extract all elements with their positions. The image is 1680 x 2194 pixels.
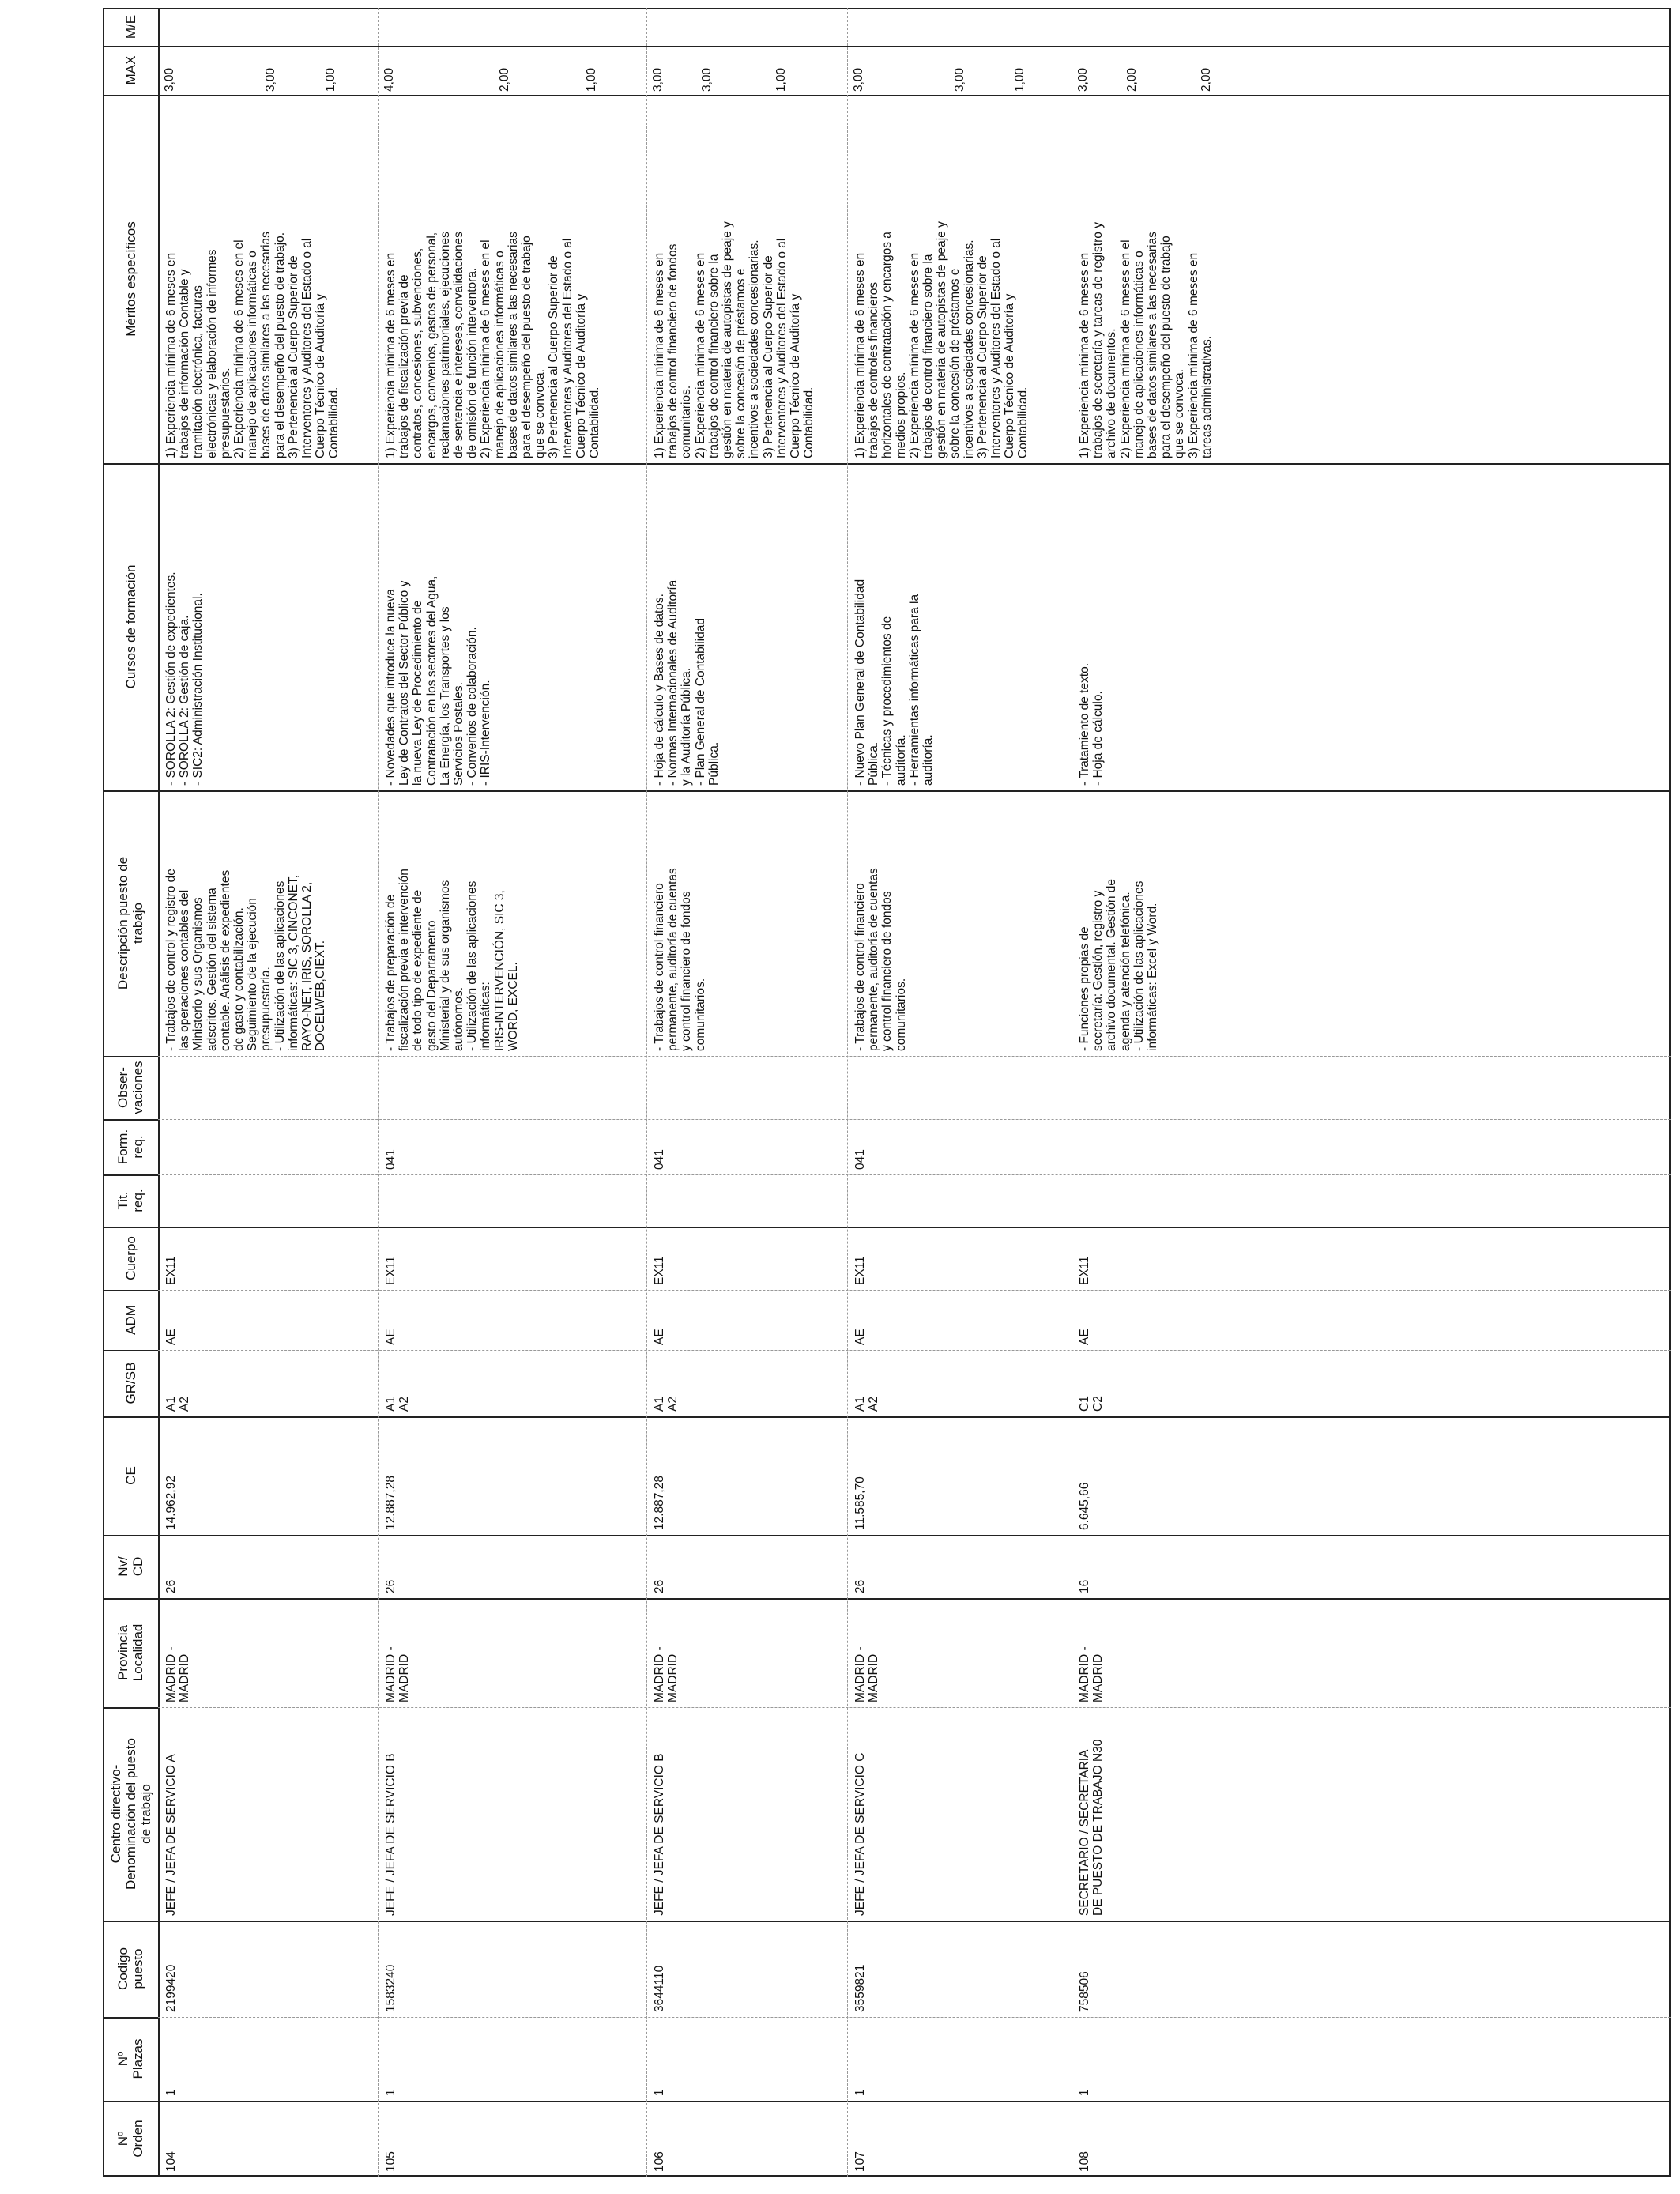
cell-meritos: 1) Experiencia mínima de 6 meses en trabajos de controles financieros horizontales de contratación y encargos a medios propios. 2) Experiencia mínima de 6 meses en trabajos de control financiero sobre la gestión en materia de autopistas de peaje y sobre la concesión de préstamos e incentivos a sociedades concesionarias. 3) Pertenencia al Cuerpo Superior de Interventores y Auditores del Estado o al Cuerpo Técnico de Auditoría y Contabilidad. <box>853 221 1030 458</box>
header-cursos: Cursos de formación <box>122 564 138 689</box>
cell-orden: 104 <box>164 2151 178 2172</box>
cell-titulacion <box>1075 1174 1667 1227</box>
cell-centro: SECRETARIO / SECRETARIA DE PUESTO DE TRABAJO N30 <box>1078 1739 1106 1916</box>
max-value: 2,00 <box>1125 67 1139 92</box>
cell-centro: JEFE / JEFA DE SERVICIO B <box>384 1753 397 1916</box>
cell-observaciones <box>650 1056 844 1119</box>
header-max: MAX <box>122 55 138 85</box>
cell-cursos: - Nuevo Plan General de Contabilidad Pública. - Técnicas y procedimientos de auditoría. - Herramientas informáticas para la auditoría. <box>853 579 936 786</box>
header-formacion-req: Form. req. <box>115 1129 145 1165</box>
max-value: 3,00 <box>651 67 665 92</box>
cell-cuerpo: EX11 <box>1078 1256 1091 1285</box>
cell-centro: JEFE / JEFA DE SERVICIO A <box>164 1754 178 1916</box>
cell-provincia: MADRID - MADRID <box>384 1646 412 1702</box>
cell-cuerpo: EX11 <box>853 1256 867 1285</box>
row-border <box>646 8 647 2177</box>
cell-codigo: 1583240 <box>384 1964 397 2012</box>
cell-provincia: MADRID - MADRID <box>164 1646 192 1702</box>
cell-cursos: - Tratamiento de texto. - Hoja de cálculo. <box>1078 662 1106 786</box>
cell-grupo: A1 A2 <box>853 1397 881 1412</box>
cell-formacion-req <box>1075 1119 1667 1174</box>
cell-grupo: A1 A2 <box>653 1397 680 1412</box>
cell-observaciones <box>381 1056 643 1119</box>
cell-cuerpo: EX11 <box>653 1256 666 1285</box>
cell-titulacion <box>650 1174 844 1227</box>
cell-codigo: 3644110 <box>653 1965 666 2012</box>
max-value: 3,00 <box>1076 67 1090 92</box>
cell-nivel: 16 <box>1078 1579 1091 1593</box>
max-value: 3,00 <box>700 67 714 92</box>
cell-meritos: 1) Experiencia mínima de 6 meses en trabajos de control financiero de fondos comunitarios. 2) Experiencia mínima de 6 meses en trabajos de control financiero sobre la gestión en materia de autopistas de peaje y sobre la concesión de préstamos e incentivos a sociedades concesionarias. 3) Pertenencia al Cuerpo Superior de Interventores y Auditores del Estado o al Cuerpo Técnico de Auditoría y Contabilidad. <box>653 221 816 458</box>
cell-descripcion: - Trabajos de control financiero permanente, auditoría de cuentas y control financiero de fondos comunitarios. <box>853 868 908 1051</box>
cell-ce: 11.585,70 <box>853 1476 867 1530</box>
cell-provincia: MADRID - MADRID <box>653 1646 680 1702</box>
cell-ce: 12.887,28 <box>653 1476 666 1530</box>
cell-grupo: A1 A2 <box>164 1397 192 1412</box>
cell-orden: 108 <box>1078 2151 1091 2172</box>
cell-codigo: 758506 <box>1078 1971 1091 2012</box>
cell-codigo: 2199420 <box>164 1964 178 2012</box>
cell-provincia: MADRID - MADRID <box>853 1646 881 1702</box>
header-me: M/E <box>122 14 138 40</box>
cell-orden: 106 <box>653 2151 666 2172</box>
header-orden: Nº Orden <box>115 2120 145 2158</box>
cell-descripcion: - Funciones propias de secretaría: Gestión, registro y archivo documental. Gestión de agenda y atención telefónica. - Utilización de las aplicaciones informáticas: Excel y Word. <box>1078 879 1160 1051</box>
cell-grupo: A1 A2 <box>384 1397 412 1412</box>
header-adm: ADM <box>122 1305 138 1335</box>
cell-observaciones <box>850 1056 1068 1119</box>
header-centro: Centro directivo- Denominación del puesto de trabajo <box>107 1738 153 1890</box>
cell-formacion-req: 041 <box>384 1149 397 1170</box>
cell-nivel: 26 <box>653 1579 666 1593</box>
header-plazas: Nº Plazas <box>115 2038 145 2079</box>
max-value: 2,00 <box>1200 67 1213 92</box>
max-value: 4,00 <box>382 67 396 92</box>
cell-nivel: 26 <box>164 1579 178 1593</box>
cell-adm: AE <box>1078 1329 1091 1345</box>
cell-cursos: - Novedades que introduce la nueva Ley de Contratos del Sector Público y la nueva Ley de Procedimiento de Contratación en los sectores del Agua, La Energía, los Transportes y los Servicios Postales. - Convenios de colaboración. - IRIS-Intervención. <box>384 575 493 786</box>
max-value: 1,00 <box>324 67 337 92</box>
header-descripcion: Descripción puesto de trabajo <box>115 856 145 990</box>
max-value: 3,00 <box>264 67 277 92</box>
cell-cuerpo: EX11 <box>164 1256 178 1285</box>
cell-descripcion: - Trabajos de control financiero permanente, auditoría de cuentas y control financiero de fondos comunitarios. <box>653 868 707 1051</box>
max-value: 1,00 <box>585 67 598 92</box>
cell-orden: 105 <box>384 2151 397 2172</box>
header-observaciones: Obser- vaciones <box>115 1061 145 1114</box>
cell-meritos: 1) Experiencia mínima de 6 meses en trabajos de fiscalización previa de contratos, concesiones, subvenciones, encargos, convenios, gastos de personal, reclamaciones patrimoniales, ejecuciones de sentencia e intereses, convalidaciones de omisión de función interventora. 2) Experiencia mínima de 6 meses en el manejo de aplicaciones informáticas o bases de datos similares a las necesarias para el desempeño del puesto de trabajo que se convoca. 3) Pertenencia al Cuerpo Superior de Interventores y Auditores del Estado o al Cuerpo Técnico de Auditoría y Contabilidad. <box>384 232 602 458</box>
header-ce: CE <box>122 1466 138 1485</box>
cell-observaciones <box>1075 1056 1667 1119</box>
cell-formacion-req: 041 <box>853 1149 867 1170</box>
cell-titulacion <box>381 1174 643 1227</box>
cell-plazas: 1 <box>1078 2089 1091 2096</box>
cell-adm: AE <box>384 1329 397 1345</box>
cell-grupo: C1 C2 <box>1078 1396 1106 1412</box>
cell-provincia: MADRID - MADRID <box>1078 1646 1106 1702</box>
header-nivel: Nv/ CD <box>115 1556 145 1577</box>
cell-formacion-req <box>161 1119 375 1174</box>
cell-plazas: 1 <box>164 2089 178 2096</box>
header-grupo: GR/SB <box>122 1362 138 1404</box>
cell-titulacion <box>850 1174 1068 1227</box>
max-value: 3,00 <box>953 67 966 92</box>
cell-titulacion <box>161 1174 375 1227</box>
max-value: 1,00 <box>774 67 788 92</box>
cell-ce: 6.645,66 <box>1078 1482 1091 1530</box>
max-value: 3,00 <box>163 67 176 92</box>
cell-centro: JEFE / JEFA DE SERVICIO C <box>853 1752 867 1916</box>
cell-centro: JEFE / JEFA DE SERVICIO B <box>653 1753 666 1916</box>
cell-plazas: 1 <box>384 2089 397 2096</box>
cell-cuerpo: EX11 <box>384 1256 397 1285</box>
header-titulacion: Tit. req. <box>115 1189 145 1212</box>
cell-cursos: - Hoja de cálculo y Bases de datos. - Normas Internacionales de Auditoría y la Auditoría Pública. - Plan General de Contabilidad Pública. <box>653 579 721 786</box>
cell-orden: 107 <box>853 2151 867 2172</box>
header-provincia: Provincia Localidad <box>115 1623 145 1682</box>
cell-plazas: 1 <box>853 2089 867 2096</box>
cell-descripcion: - Trabajos de preparación de fiscalización previa e intervención de todo tipo de expediente de gasto del Departamento Ministerial y de sus organismos autónomos. - Utilización de las aplicaciones informáticas: IRIS-INTERVENCIÓN, SIC 3, WORD, EXCEL. <box>384 869 520 1051</box>
cell-descripcion: - Trabajos de control y registro de las operaciones contables del Ministerio y sus Organismos adscritos. Gestión del sistema contable. Análisis de expedientes de gasto y contabilización. Seguimiento de la ejecución presupuestaria. - Utilización de las aplicaciones informáticas: SIC 3, CINCONET, RAYO-NET, IRIS, SOROLLA 2, DOCELWEB,CIEXT. <box>164 869 328 1051</box>
row-border <box>847 8 848 2177</box>
header-cuerpo: Cuerpo <box>122 1236 138 1280</box>
header-separator <box>158 8 160 2177</box>
max-value: 1,00 <box>1013 67 1026 92</box>
header-meritos: Méritos específicos <box>122 221 138 337</box>
cell-cursos: - SOROLLA 2: Gestión de expedientes. - SOROLLA 2: Gestión de caja. - SIC2: Administración Institucional. <box>164 571 205 786</box>
header-codigo: Codigo puesto <box>115 1947 145 1990</box>
cell-adm: AE <box>853 1329 867 1345</box>
cell-codigo: 3559821 <box>853 1964 867 2012</box>
cell-observaciones <box>161 1056 375 1119</box>
cell-ce: 14.962,92 <box>164 1476 178 1530</box>
cell-meritos: 1) Experiencia mínima de 6 meses en trabajos de secretaría y tareas de registro y archivo de documentos. 2) Experiencia mínima de 6 meses en el manejo de aplicaciones informáticas o bases de datos similares a las necesarias para el desempeño del puesto de trabajo que se convoca. 3) Experiencia mínima de 6 meses en tareas administrativas. <box>1078 222 1214 458</box>
cell-ce: 12.887,28 <box>384 1476 397 1530</box>
cell-nivel: 26 <box>853 1579 867 1593</box>
row-border <box>378 8 379 2177</box>
cell-nivel: 26 <box>384 1579 397 1593</box>
cell-adm: AE <box>653 1329 666 1345</box>
cell-adm: AE <box>164 1329 178 1345</box>
cell-meritos: 1) Experiencia mínima de 6 meses en trabajos de información Contable y tramitación electrónica, facturas electrónicas y elaboración de informes presupuestarios. 2) Experiencia mínima de 6 meses en el manejo de aplicaciones informáticas o bases de datos similares a las necesarias para el desempeño del puesto de trabajo. 3) Pertenencia al Cuerpo Superior de Interventores y Auditores del Estado o al Cuerpo Técnico de Auditoría y Contabilidad. <box>164 232 341 458</box>
max-value: 3,00 <box>852 67 865 92</box>
cell-formacion-req: 041 <box>653 1149 666 1170</box>
max-value: 2,00 <box>498 67 511 92</box>
cell-plazas: 1 <box>653 2089 666 2096</box>
